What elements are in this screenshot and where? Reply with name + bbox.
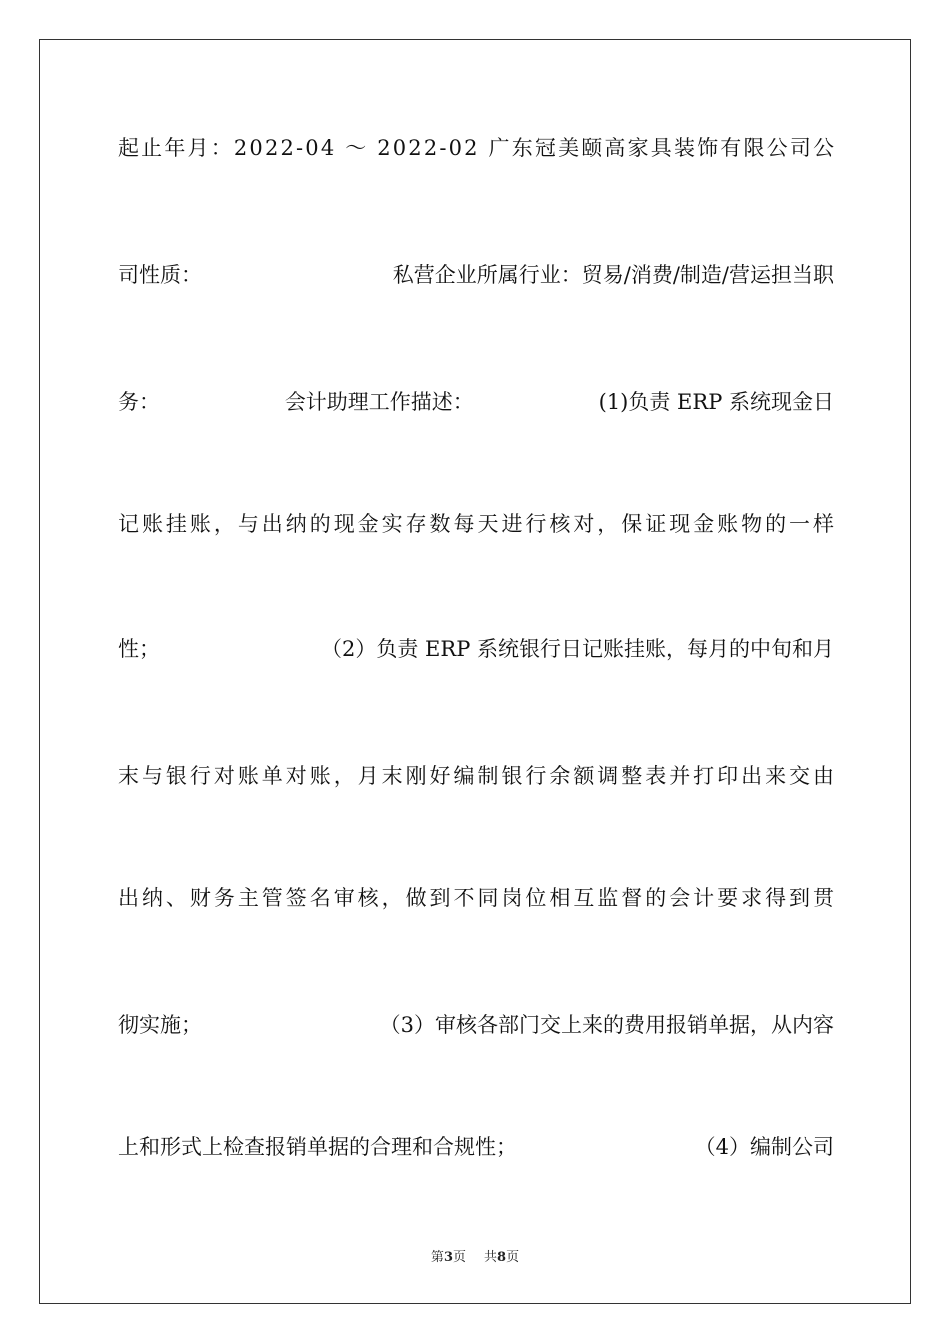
text-segment: 性； [118,637,160,661]
footer-page-current: 3 [443,1250,453,1265]
text-segment: 出纳、财务主管签名审核，做到不同岗位相互监督的会计要求得到贯 [118,886,837,910]
text-line-2 [118,254,834,294]
text-segment: （4）编制公司 [694,1135,834,1159]
text-segment: 记账挂账，与出纳的现金实存数每天进行核对，保证现金账物的一样 [118,512,837,536]
text-line-1 [118,127,837,167]
page-footer [0,1246,950,1265]
footer-total-suffix: 页 [506,1250,520,1265]
text-segment: 起止年月：2022-04 ～ 2022-02 广东冠美颐高家具装饰有限公司公 [118,136,837,160]
text-segment: （3）审核各部门交上来的费用报销单据，从内容 [379,1013,834,1037]
text-segment: 会计助理工作描述： [284,390,474,414]
text-line-5 [118,628,834,668]
text-segment: 务： [118,390,160,414]
text-segment: 上和形式上检查报销单据的合理和合规性； [118,1135,517,1159]
footer-page-total: 8 [497,1250,507,1265]
text-line-8 [118,1004,834,1044]
text-segment: 私营企业所属行业：贸易/消费/制造/营运担当职 [392,263,834,287]
text-segment: (1)负责 ERP 系统现金日 [598,390,834,414]
text-segment: 司性质： [118,263,202,287]
text-line-6 [118,755,837,795]
page-border [39,39,911,1304]
footer-page-suffix: 页 [452,1250,466,1265]
text-line-3 [118,381,834,421]
text-segment: 末与银行对账单对账，月末刚好编制银行余额调整表并打印出来交由 [118,764,837,788]
text-line-7 [118,877,837,917]
text-segment: （2）负责 ERP 系统银行日记账挂账，每月的中旬和月 [321,637,834,661]
text-line-4 [118,503,837,543]
footer-total-prefix: 共 [484,1250,498,1265]
footer-page-prefix: 第 [430,1250,444,1265]
text-line-9 [118,1126,834,1166]
text-segment: 彻实施； [118,1013,202,1037]
